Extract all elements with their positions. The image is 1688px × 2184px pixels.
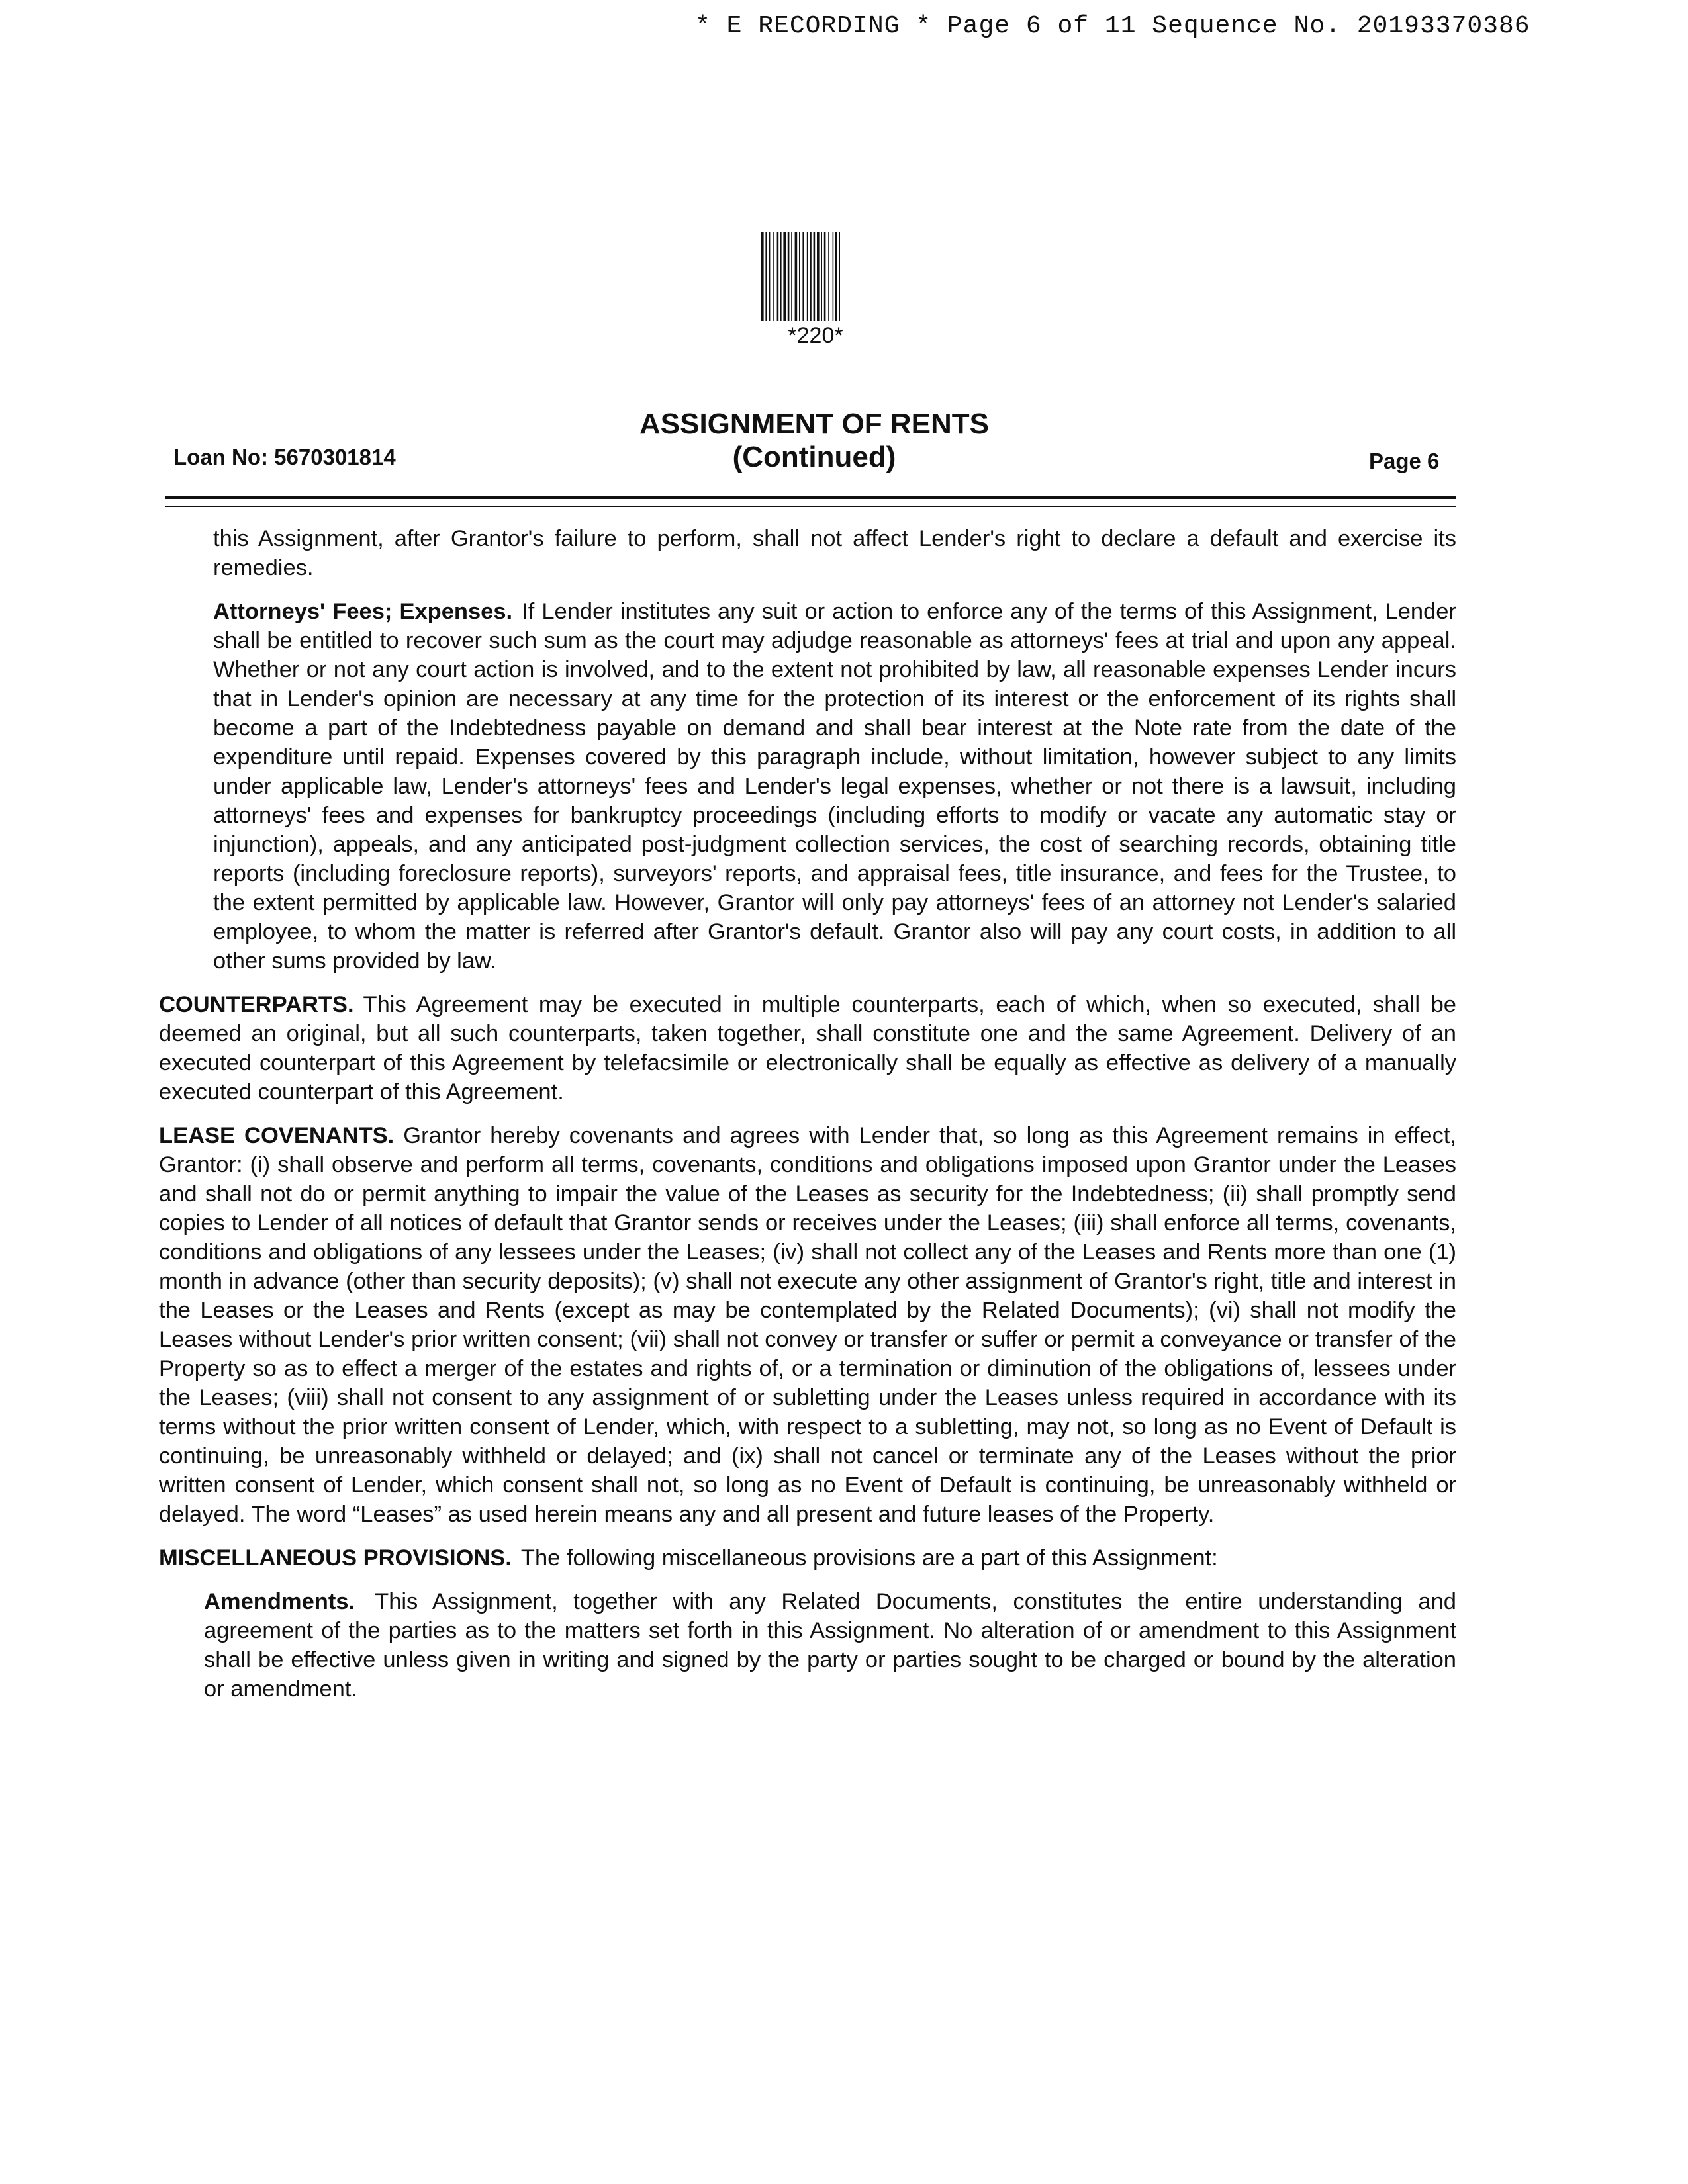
recording-stamp: * E RECORDING * Page 6 of 11 Sequence No. 20193370386 [695, 12, 1530, 40]
barcode-number: *220* [788, 323, 843, 348]
attorneys-fees-heading: Attorneys' Fees; Expenses. [213, 599, 513, 624]
loan-number: Loan No: 5670301814 [173, 445, 396, 469]
lease-covenants-paragraph [159, 1121, 1456, 1529]
miscellaneous-paragraph [159, 1543, 1456, 1572]
amendments-paragraph [204, 1587, 1456, 1704]
miscellaneous-text: The following miscellaneous provisions are a part of this Assignment: [520, 1545, 1218, 1570]
miscellaneous-heading: MISCELLANEOUS PROVISIONS. [159, 1545, 512, 1570]
header-rule-thin [165, 506, 1456, 507]
header-rule-thick [165, 496, 1456, 499]
title-line-2: (Continued) [732, 441, 896, 473]
attorneys-fees-paragraph [213, 597, 1456, 976]
attorneys-fees-text: If Lender institutes any suit or action to enforce any of the terms of this Assignment, Lender shall be entitled to recover such sum as the court may adjudge reasonable as attorneys' fees at trial and upon any appeal. Whether or not any court action is involved, and to the extent not prohibited by law, all reasonable expenses Lender incurs that in Lender's opinion are necessary at any time for the protection of its interest or the enforcement of its rights shall become a part of the Indebtedness payable on demand and shall bear interest at the Note rate from the date of the expenditure until repaid. Expenses covered by this paragraph include, without limitation, however subject to any limits under applicable law, Lender's attorneys' fees and Lender's legal expenses, whether or not there is a lawsuit, including attorneys' fees and expenses for bankruptcy proceedings (including efforts to modify or vacate any automatic stay or injunction), appeals, and any anticipated post-judgment collection services, the cost of searching records, obtaining title reports (including foreclosure reports), surveyors' reports, and appraisal fees, title insurance, and fees for the Trustee, to the extent permitted by applicable law. However, Grantor will only pay attorneys' fees of an attorney not Lender's salaried employee, to whom the matter is referred after Grantor's default. Grantor also will pay any court costs, in addition to all other sums provided by law. [213, 599, 1456, 974]
document-title [556, 408, 1072, 474]
document-body [159, 524, 1456, 1718]
continuation-paragraph: this Assignment, after Grantor's failure to perform, shall not affect Lender's right to declare a default and exercise its remedies. [213, 526, 1456, 580]
page-number: Page 6 [1369, 449, 1440, 473]
counterparts-text: This Agreement may be executed in multiple counterparts, each of which, when so executed, shall be deemed an original, but all such counterparts, taken together, shall constitute one and the same Agreement. Delivery of an executed counterpart of this Agreement by telefacsimile or electronically shall be equally as effective as delivery of a manually executed counterpart of this Agreement. [159, 992, 1456, 1105]
counterparts-paragraph [159, 990, 1456, 1107]
lease-covenants-text: Grantor hereby covenants and agrees with Lender that, so long as this Agreement remains in effect, Grantor: (i) shall observe and perform all terms, covenants, conditions and obligations imposed upon Grantor under the Leases and shall not do or permit anything to impair the value of the Leases as security for the Indebtedness; (ii) shall promptly send copies to Lender of all notices of default that Grantor sends or receives under the Leases; (iii) shall enforce all terms, covenants, conditions and obligations of any lessees under the Leases; (iv) shall not collect any of the Leases and Rents more than one (1) month in advance (other than security deposits); (v) shall not execute any other assignment of Grantor's right, title and interest in the Leases or the Leases and Rents (except as may be contemplated by the Related Documents); (vi) shall not modify the Leases without Lender's prior written consent; (vii) shall not convey or transfer or suffer or permit a conveyance or transfer of the Property so as to effect a merger of the estates and rights of, or a termination or diminution of the obligations of, lessees under the Leases; (viii) shall not consent to any assignment of or subletting under the Leases unless required in accordance with its terms without the prior written consent of Lender, which, with respect to a subletting, may not, so long as no Event of Default is continuing, be unreasonably withheld or delayed; and (ix) shall not cancel or terminate any of the Leases without the prior written consent of Lender, which consent shall not, so long as no Event of Default is continuing, be unreasonably withheld or delayed. The word “Leases” as used herein means any and all present and future leases of the Property. [159, 1123, 1456, 1527]
amendments-text: This Assignment, together with any Related Documents, constitutes the entire understanding and agreement of the parties as to the matters set forth in this Assignment. No alteration of or amendment to this Assignment shall be effective unless given in writing and signed by the party or parties sought to be charged or bound by the alteration or amendment. [204, 1589, 1456, 1702]
amendments-heading: Amendments. [204, 1589, 355, 1614]
lease-covenants-heading: LEASE COVENANTS. [159, 1123, 395, 1148]
barcode [760, 232, 871, 321]
counterparts-heading: COUNTERPARTS. [159, 992, 354, 1017]
title-line-1: ASSIGNMENT OF RENTS [639, 408, 990, 440]
